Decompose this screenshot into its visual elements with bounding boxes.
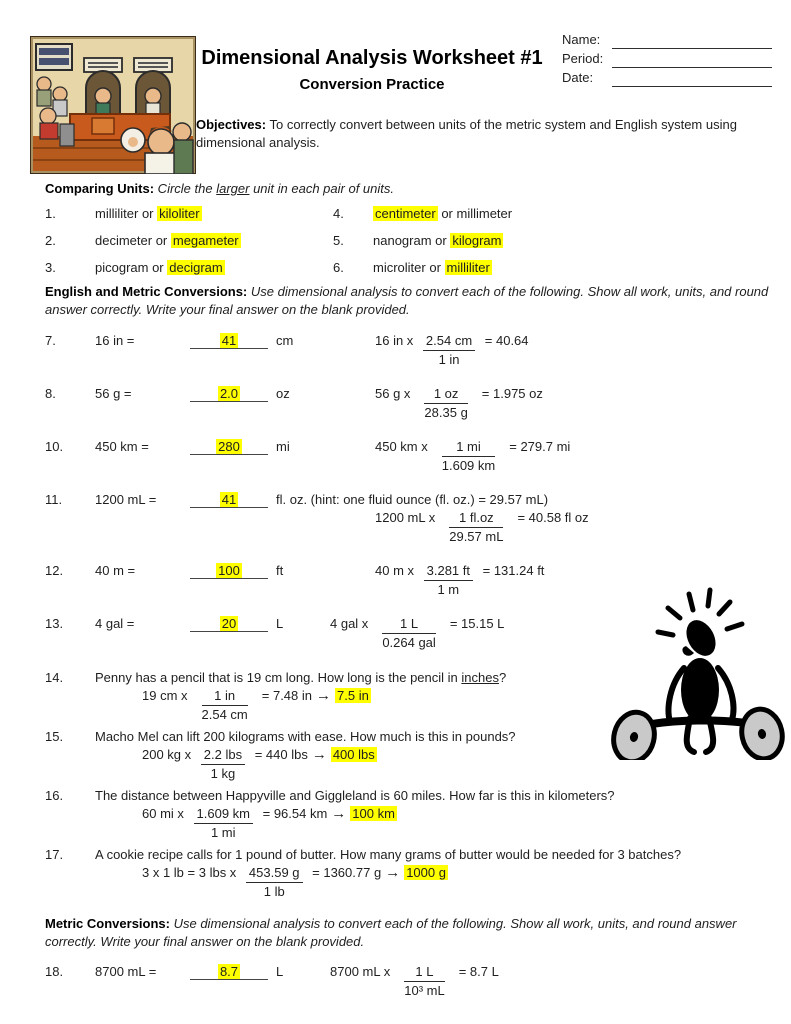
name-row — [562, 30, 772, 49]
work-post: = 8.7 L — [458, 964, 499, 979]
answer-highlight: 100 — [218, 563, 240, 578]
final-answer-highlight: 400 lbs — [332, 747, 375, 762]
arrow-icon: → — [331, 805, 347, 822]
answer-blank — [190, 386, 268, 402]
answer-highlight: 280 — [218, 439, 240, 454]
unit-item-answer: centimeter — [375, 206, 436, 221]
work-post: = 40.58 fl oz — [517, 510, 589, 525]
problem-number: 13. — [45, 616, 64, 631]
unit-item — [95, 259, 333, 277]
unit-item-pre: microliter or — [373, 260, 445, 275]
english-metric-label: English and Metric Conversions: — [45, 284, 248, 299]
unit-item-number: 4. — [333, 206, 344, 221]
unit-item-pre: decimeter or — [95, 233, 171, 248]
work-post: = 1.975 oz — [481, 386, 543, 401]
problem-number: 18. — [45, 964, 64, 979]
problem-given: 56 g = — [95, 386, 132, 401]
answer-blank — [190, 563, 268, 579]
question-pre: Macho Mel can lift 200 kilograms with ease. How much is this in pounds? — [95, 729, 516, 744]
work-expression — [142, 805, 791, 842]
fraction-numerator: 453.59 g — [246, 864, 303, 883]
problem-given: 8700 mL = — [95, 964, 157, 979]
problem-given: 450 km = — [95, 439, 149, 454]
answer-blank — [190, 616, 268, 632]
fraction-numerator: 1 L — [404, 963, 444, 982]
problem-row-11 — [45, 491, 791, 509]
date-blank-line — [612, 72, 772, 87]
work-post: = 279.7 mi — [509, 439, 571, 454]
unit-item-answer: milliliter — [446, 260, 490, 275]
answer-blank — [190, 964, 268, 980]
work-pre: 1200 mL x — [375, 510, 436, 525]
problem-number: 14. — [45, 670, 64, 685]
work-pre: 200 kg x — [142, 747, 195, 762]
fraction — [404, 963, 444, 1000]
date-label: Date: — [562, 70, 594, 85]
problem-row-7 — [45, 332, 791, 369]
answer-blank — [190, 439, 268, 455]
fraction-denominator: 29.57 mL — [449, 529, 504, 544]
unit-item-answer: decigram — [169, 260, 223, 275]
problem-row-8 — [45, 385, 791, 422]
work-pre: 8700 mL x — [330, 964, 391, 979]
unit-item — [373, 259, 771, 277]
fraction-denominator: 1 lb — [263, 884, 285, 899]
fraction — [246, 864, 303, 901]
question-post: ? — [498, 670, 507, 685]
fraction-denominator: 1 mi — [210, 825, 236, 840]
problem-row-10 — [45, 438, 791, 475]
arrow-icon: → — [316, 687, 332, 704]
work-expression — [375, 438, 791, 475]
fraction — [424, 562, 473, 599]
question-pre: A cookie recipe calls for 1 pound of butter. How many grams of butter would be needed for 3 batches? — [95, 847, 682, 862]
work-post: = 96.54 km — [259, 806, 328, 821]
unit-item-pre: picogram or — [95, 260, 168, 275]
english-metric-heading — [45, 283, 771, 319]
answer-area — [190, 332, 375, 350]
fraction — [194, 805, 253, 842]
fraction-numerator: 1 mi — [442, 438, 495, 457]
work-expression — [375, 385, 791, 422]
answer-unit: mi — [276, 439, 290, 454]
work-expression — [142, 864, 791, 901]
answer-highlight: 41 — [221, 333, 237, 348]
fraction-denominator: 28.35 g — [424, 405, 468, 420]
comparing-instruction-underline: larger — [216, 181, 250, 196]
unit-item-number: 5. — [333, 233, 344, 248]
arrow-icon: → — [311, 746, 327, 763]
comparing-units-label: Comparing Units: — [45, 181, 155, 196]
page-title: Dimensional Analysis Worksheet #1 — [201, 47, 543, 69]
work-post: = 1360.77 g — [308, 865, 382, 880]
fraction-denominator: 1.609 km — [441, 458, 496, 473]
fraction-numerator: 1 fl.oz — [449, 509, 503, 528]
work-expression — [330, 963, 746, 1000]
question-pre: The distance between Happyville and Giggleland is 60 miles. How far is this in kilometers? — [95, 788, 615, 803]
fraction-numerator: 3.281 ft — [424, 562, 473, 581]
work-pre: 450 km x — [375, 439, 428, 454]
fraction — [424, 385, 467, 422]
question-text — [95, 846, 791, 864]
question-underline: inches — [461, 670, 499, 685]
comparing-units-heading — [45, 180, 771, 198]
fraction-numerator: 1.609 km — [194, 805, 253, 824]
unit-item-answer: megameter — [172, 233, 239, 248]
unit-item-number: 3. — [45, 260, 56, 275]
answer-area — [190, 438, 375, 456]
currency-exchange-cartoon — [30, 36, 196, 174]
fraction — [442, 438, 495, 475]
fraction-numerator: 1 oz — [424, 385, 467, 404]
unit-item-number: 1. — [45, 206, 56, 221]
problem-number: 11. — [45, 492, 63, 507]
final-answer-highlight: 1000 g — [406, 865, 446, 880]
work-pre: 19 cm x — [142, 688, 188, 703]
comparing-units-list — [45, 205, 771, 277]
fraction-denominator: 1 kg — [210, 766, 236, 781]
work-pre: 40 m x — [375, 563, 418, 578]
answer-unit: ft — [276, 563, 284, 578]
objectives-label: Objectives: — [196, 117, 267, 132]
title-block — [196, 46, 548, 94]
period-row — [562, 49, 772, 68]
fraction — [202, 687, 248, 724]
fraction-denominator: 0.264 gal — [382, 635, 436, 650]
work-pre: 4 gal x — [330, 616, 369, 631]
fraction-numerator: 1 L — [382, 615, 436, 634]
answer-area — [190, 562, 375, 580]
answer-blank — [190, 333, 268, 349]
name-label: Name: — [562, 32, 601, 47]
fraction-denominator: 10³ mL — [404, 983, 445, 998]
metric-conversions-label: Metric Conversions: — [45, 916, 170, 931]
name-period-date — [562, 30, 772, 87]
work-pre: 16 in x — [375, 333, 417, 348]
header — [0, 0, 791, 180]
problem-number: 17. — [45, 847, 64, 862]
answer-highlight: 20 — [221, 616, 237, 631]
answer-area — [190, 385, 375, 403]
answer-blank — [190, 492, 268, 508]
page-subtitle: Conversion Practice — [299, 76, 445, 93]
fraction — [201, 746, 245, 783]
answer-area — [190, 491, 549, 509]
fraction-numerator: 2.54 cm — [423, 332, 475, 351]
answer-unit: L — [276, 616, 284, 631]
answer-highlight: 2.0 — [219, 386, 239, 401]
problem-given: 16 in = — [95, 333, 135, 348]
unit-item-answer: kiloliter — [159, 206, 200, 221]
unit-item — [95, 205, 333, 223]
answer-unit: cm — [276, 333, 294, 348]
problem-number: 8. — [45, 386, 56, 401]
problem-number: 16. — [45, 788, 64, 803]
final-answer-highlight: 100 km — [352, 806, 395, 821]
question-pre: Penny has a pencil that is 19 cm long. How long is the pencil in — [95, 670, 462, 685]
work-post: = 7.48 in — [261, 688, 313, 703]
unit-item — [95, 232, 333, 250]
question-text — [95, 787, 791, 805]
english-metric-instruction: Use dimensional analysis to convert each of the following. Show all work, units, and round answer correctly. Write your final answer on the blank provided. — [45, 284, 769, 317]
answer-highlight: 41 — [221, 492, 237, 507]
comparing-instruction-pre: Circle the — [154, 181, 217, 196]
unit-item-post: or millimeter — [437, 206, 513, 221]
arrow-icon: → — [385, 864, 401, 881]
word-problem-17 — [0, 846, 791, 901]
fraction-denominator: 1 m — [437, 582, 460, 597]
unit-item-pre: nanogram or — [373, 233, 451, 248]
word-problem-16 — [0, 787, 791, 842]
work-post: = 440 lbs — [251, 747, 308, 762]
unit-item — [373, 232, 771, 250]
answer-unit: L — [276, 964, 284, 979]
work-post: = 131.24 ft — [479, 563, 545, 578]
work-expression — [375, 509, 791, 546]
date-row — [562, 68, 772, 87]
unit-item-pre: milliliter or — [95, 206, 158, 221]
fraction-numerator: 2.2 lbs — [201, 746, 245, 765]
objectives — [196, 116, 776, 152]
metric-conversions-instruction: Use dimensional analysis to convert each of the following. Show all work, units, and round answer correctly. Write your final answer on the blank provided. — [45, 916, 737, 949]
work-post: = 15.15 L — [449, 616, 505, 631]
problem-given: 40 m = — [95, 563, 136, 578]
fraction — [382, 615, 436, 652]
unit-item-number: 6. — [333, 260, 344, 275]
problem-number: 12. — [45, 563, 64, 578]
unit-item — [373, 205, 771, 223]
work-expression — [375, 332, 791, 369]
stickman-weightlifter-clipart — [606, 580, 788, 760]
problem-given: 4 gal = — [95, 616, 135, 631]
work-pre: 56 g x — [375, 386, 411, 401]
problem-number: 10. — [45, 439, 64, 454]
work-post: = 40.64 — [481, 333, 529, 348]
period-label: Period: — [562, 51, 604, 66]
fraction-numerator: 1 in — [202, 687, 248, 706]
problem-number: 15. — [45, 729, 64, 744]
final-answer-highlight: 7.5 in — [337, 688, 369, 703]
fraction-denominator: 1 in — [438, 352, 460, 367]
period-blank-line — [612, 53, 772, 68]
fraction — [449, 509, 503, 546]
work-pre: 60 mi x — [142, 806, 188, 821]
answer-unit-and-hint: fl. oz. (hint: one fluid ounce (fl. oz.) = 29.57 mL) — [276, 492, 549, 507]
answer-unit: oz — [276, 386, 290, 401]
answer-highlight: 8.7 — [219, 964, 239, 979]
name-blank-line — [612, 34, 772, 49]
fraction — [423, 332, 475, 369]
problem-given: 1200 mL = — [95, 492, 157, 507]
objectives-text: To correctly convert between units of the metric system and English system using dimensional analysis. — [196, 117, 737, 150]
work-pre: 3 x 1 lb = 3 lbs x — [142, 865, 240, 880]
metric-conversions-heading — [45, 915, 771, 951]
problem-row-18 — [45, 963, 791, 1000]
problem-number: 7. — [45, 333, 56, 348]
unit-item-number: 2. — [45, 233, 56, 248]
fraction-denominator: 2.54 cm — [201, 707, 248, 722]
comparing-instruction-post: unit in each pair of units. — [249, 181, 394, 196]
unit-item-answer: kilogram — [452, 233, 502, 248]
